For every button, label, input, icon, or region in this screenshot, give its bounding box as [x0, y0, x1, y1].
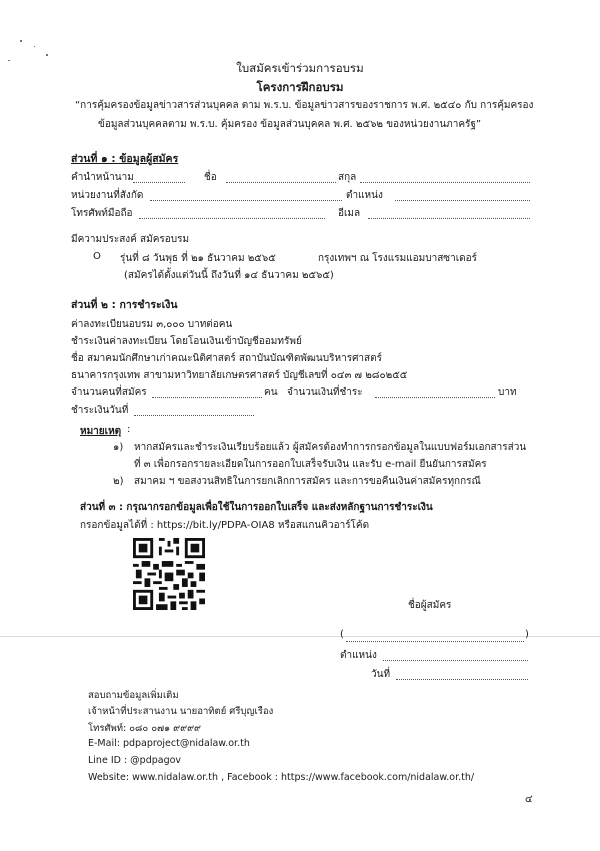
- form-subtitle: โครงการฝึกอบรม: [256, 80, 344, 94]
- fee-text: ค่าลงทะเบียนอบรม ๓,๐๐๐ บาทต่อคน: [71, 319, 233, 330]
- amount-label: จำนวนเงินที่ชำระ: [287, 387, 363, 398]
- option-radio[interactable]: O: [93, 251, 101, 262]
- course-title-line-2: ข้อมูลส่วนบุคคลตาม พ.ร.บ. คุ้มครอง ข้อมูลส่วนบุคคล พ.ศ. ๒๕๖๒ ของหน่วยงานภาครัฐ”: [98, 119, 482, 130]
- contact-officer: เจ้าหน้าที่ประสานงาน นายอาทิตย์ ศรีบุญเรือง: [88, 706, 274, 717]
- email-field[interactable]: [368, 218, 530, 219]
- signature-close-paren: ): [525, 629, 529, 640]
- baht-unit: บาท: [498, 387, 517, 398]
- notes-heading: หมายเหตุ: [80, 426, 122, 437]
- note-1-line-2: ที่ ๓ เพื่อกรอกรายละเอียดในการออกใบเสร็จรับเงิน และรับ e-mail ยืนยันการสมัคร: [134, 459, 487, 470]
- agency-label: หน่วยงานที่สังกัด: [71, 190, 144, 201]
- agency-field[interactable]: [150, 200, 342, 201]
- position-label: ตำแหน่ง: [346, 190, 383, 201]
- signature-position-label: ตำแหน่ง: [340, 650, 377, 661]
- phone-field[interactable]: [139, 218, 325, 219]
- pay-date-label: ชำระเงินวันที่: [71, 405, 129, 416]
- name-label: ชื่อ: [204, 172, 217, 183]
- page-number: ๔: [525, 794, 533, 805]
- scan-speck: [46, 54, 48, 56]
- location-text: กรุงเทพฯ ณ โรงแรมแอมบาสซาเดอร์: [318, 253, 477, 264]
- signature-position-field[interactable]: [383, 660, 528, 661]
- signature-date-field[interactable]: [396, 679, 528, 680]
- section-3-heading: ส่วนที่ ๓ : กรุณากรอกข้อมูลเพื่อใช้ในการออกใบเสร็จ และส่งหลักฐานการชำระเงิน: [80, 502, 433, 513]
- surname-label: สกุล: [338, 172, 357, 183]
- course-title-line-1: “การคุ้มครองข้อมูลข่าวสารส่วนบุคคล ตาม พ.ร.บ. ข้อมูลข่าวสารของราชการ พ.ศ. ๒๕๔๐ กับ การคุ้มครอง: [75, 100, 534, 111]
- contact-line-id: Line ID : @pdpagov: [88, 755, 182, 766]
- scan-line: [0, 636, 600, 637]
- qr-code-icon[interactable]: [133, 538, 205, 610]
- note-2-line-1: สมาคม ฯ ขอสงวนสิทธิในการยกเลิกการสมัคร และการขอคืนเงินค่าสมัครทุกกรณี: [134, 476, 481, 487]
- applicants-field[interactable]: [152, 397, 262, 398]
- form-title: ใบสมัครเข้าร่วมการอบรม: [236, 61, 364, 75]
- section-1-heading: ส่วนที่ ๑ : ข้อมูลผู้สมัคร: [71, 153, 179, 165]
- note-1-line-1: หากสมัครและชำระเงินเรียบร้อยแล้ว ผู้สมัครต้องทำการกรอกข้อมูลในแบบฟอร์มเอกสารส่วน: [134, 442, 527, 453]
- purpose-label: มีความประสงค์ สมัครอบรม: [71, 234, 190, 245]
- signature-date-label: วันที่: [371, 669, 391, 680]
- contact-email[interactable]: E-Mail: pdpaproject@nidalaw.or.th: [88, 738, 250, 749]
- scan-speck: [20, 40, 22, 42]
- note-2-number: ๒): [113, 476, 124, 487]
- applicants-label: จำนวนคนที่สมัคร: [71, 387, 147, 398]
- deadline-text: (สมัครได้ตั้งแต่วันนี้ ถึงวันที่ ๑๔ ธันวาคม ๒๕๖๕): [124, 270, 334, 281]
- contact-phone: โทรศัพท์: ๐๘๐ ๐๗๑ ๙๙๙๙: [88, 723, 202, 734]
- phone-label: โทรศัพท์มือถือ: [71, 208, 133, 219]
- email-label: อีเมล: [338, 208, 361, 219]
- note-1-number: ๑): [113, 442, 124, 453]
- contact-title: สอบถามข้อมูลเพิ่มเติม: [88, 690, 179, 701]
- signature-name-field[interactable]: [346, 641, 524, 642]
- notes-colon: :: [127, 424, 131, 435]
- amount-field[interactable]: [375, 397, 495, 398]
- session-text: รุ่นที่ ๘ วันพุธ ที่ ๒๑ ธันวาคม ๒๕๖๕: [120, 253, 276, 264]
- prefix-label: คำนำหน้านาม: [71, 172, 134, 183]
- registration-link[interactable]: กรอกข้อมูลได้ที่ : https://bit.ly/PDPA-OIA8 หรือสแกนคิวอาร์โค้ด: [80, 520, 370, 531]
- scan-speck: [34, 46, 35, 47]
- account-name: ชื่อ สมาคมนักศึกษาเก่าคณะนิติศาสตร์ สถาบันบัณฑิตพัฒนบริหารศาสตร์: [71, 353, 382, 364]
- section-2-heading: ส่วนที่ ๒ : การชำระเงิน: [71, 299, 178, 311]
- surname-field[interactable]: [360, 182, 530, 183]
- person-unit: คน: [264, 387, 278, 398]
- signature-open-paren: (: [340, 629, 344, 640]
- pay-date-field[interactable]: [134, 415, 254, 416]
- bank-account: ธนาคารกรุงเทพ สาขามหาวิทยาลัยเกษตรศาสตร์ บัญชีเลขที่ ๐๔๓ ๗ ๒๘๐๒๕๕: [71, 370, 408, 381]
- contact-website[interactable]: Website: www.nidalaw.or.th , Facebook : https://www.facebook.com/nidalaw.or.th/: [88, 772, 475, 783]
- prefix-field[interactable]: [133, 182, 185, 183]
- signature-label: ชื่อผู้สมัคร: [408, 600, 452, 611]
- transfer-text: ชำระเงินค่าลงทะเบียน โดยโอนเงินเข้าบัญชีออมทรัพย์: [71, 336, 302, 347]
- name-field[interactable]: [226, 182, 336, 183]
- position-field[interactable]: [395, 200, 530, 201]
